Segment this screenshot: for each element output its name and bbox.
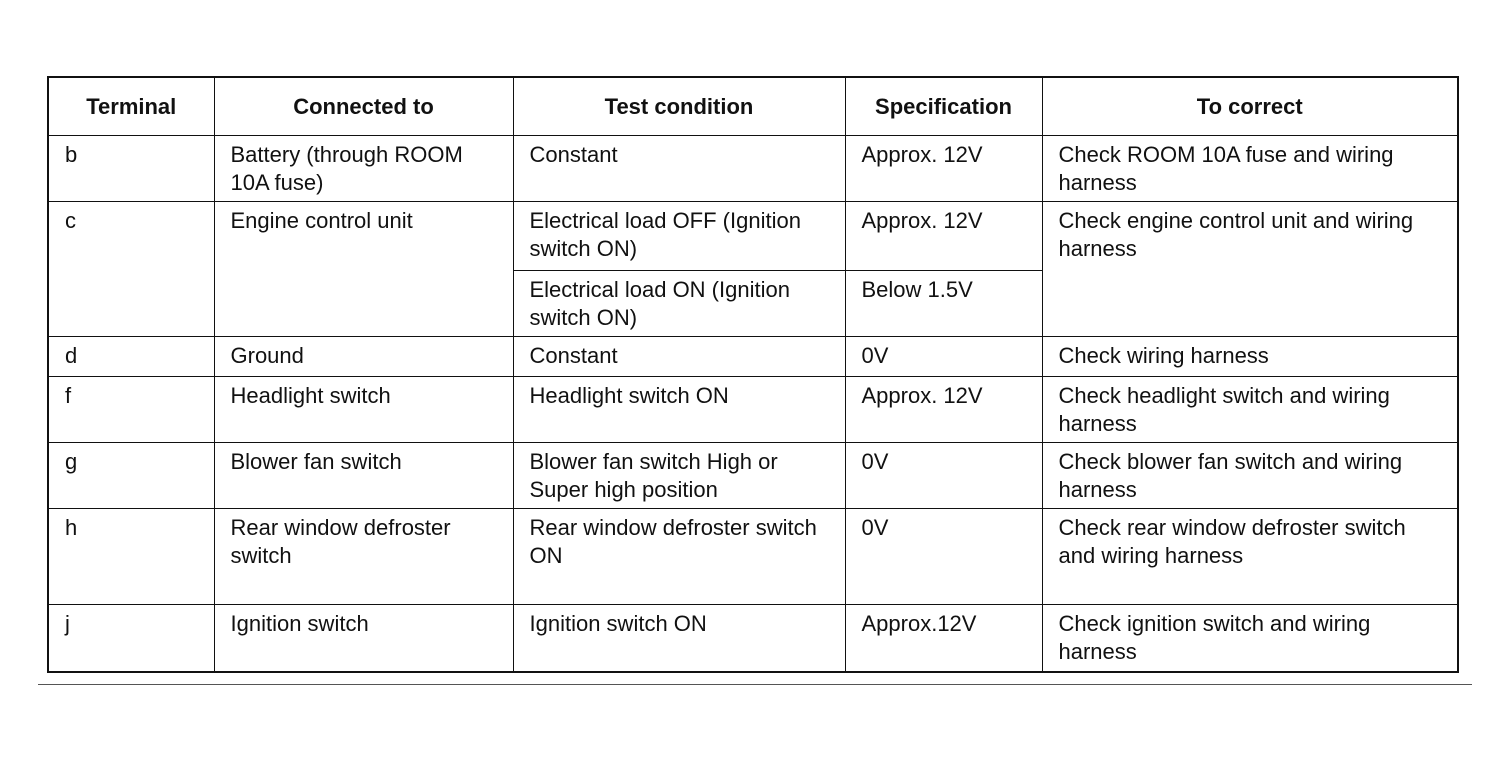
table-row [48, 509, 1458, 605]
test-condition-cell: Blower fan switch High or Super high position [513, 443, 845, 509]
test-condition-cell: Headlight switch ON [513, 377, 845, 443]
connected-to-cell: Headlight switch [214, 377, 513, 443]
specification-cell: Approx. 12V [845, 377, 1042, 443]
terminal-cell: g [48, 443, 214, 509]
to-correct-cell: Check ROOM 10A fuse and wiring harness [1042, 136, 1458, 202]
terminal-cell: b [48, 136, 214, 202]
table-row [48, 377, 1458, 443]
terminal-spec-table [47, 76, 1459, 673]
specification-cell: Approx. 12V [845, 136, 1042, 202]
header-connected-to: Connected to [214, 77, 513, 136]
test-condition-cell: Electrical load OFF (Ignition switch ON) [513, 202, 845, 271]
specification-cell: 0V [845, 509, 1042, 605]
header-specification: Specification [845, 77, 1042, 136]
connected-to-cell: Engine control unit [214, 202, 513, 337]
specification-cell: 0V [845, 337, 1042, 377]
page-divider [38, 684, 1472, 685]
specification-cell: Below 1.5V [845, 271, 1042, 337]
terminal-cell: c [48, 202, 214, 337]
to-correct-cell: Check wiring harness [1042, 337, 1458, 377]
terminal-cell: h [48, 509, 214, 605]
specification-cell: Approx.12V [845, 605, 1042, 672]
to-correct-cell: Check ignition switch and wiring harness [1042, 605, 1458, 672]
to-correct-cell: Check rear window defroster switch and wiring harness [1042, 509, 1458, 605]
terminal-cell: f [48, 377, 214, 443]
test-condition-cell: Constant [513, 337, 845, 377]
test-condition-cell: Rear window defroster switch ON [513, 509, 845, 605]
to-correct-cell: Check headlight switch and wiring harness [1042, 377, 1458, 443]
table-row [48, 337, 1458, 377]
terminal-cell: j [48, 605, 214, 672]
connected-to-cell: Rear window defroster switch [214, 509, 513, 605]
table-row [48, 605, 1458, 672]
connected-to-cell: Ignition switch [214, 605, 513, 672]
test-condition-cell: Constant [513, 136, 845, 202]
header-terminal: Terminal [48, 77, 214, 136]
table-row [48, 202, 1458, 271]
header-to-correct: To correct [1042, 77, 1458, 136]
specification-cell: Approx. 12V [845, 202, 1042, 271]
specification-cell: 0V [845, 443, 1042, 509]
header-test-condition: Test condition [513, 77, 845, 136]
connected-to-cell: Battery (through ROOM 10A fuse) [214, 136, 513, 202]
table-header-row [48, 77, 1458, 136]
test-condition-cell: Electrical load ON (Ignition switch ON) [513, 271, 845, 337]
to-correct-cell: Check blower fan switch and wiring harness [1042, 443, 1458, 509]
connected-to-cell: Ground [214, 337, 513, 377]
test-condition-cell: Ignition switch ON [513, 605, 845, 672]
terminal-cell: d [48, 337, 214, 377]
to-correct-cell: Check engine control unit and wiring harness [1042, 202, 1458, 337]
connected-to-cell: Blower fan switch [214, 443, 513, 509]
table-row [48, 443, 1458, 509]
table-row [48, 136, 1458, 202]
